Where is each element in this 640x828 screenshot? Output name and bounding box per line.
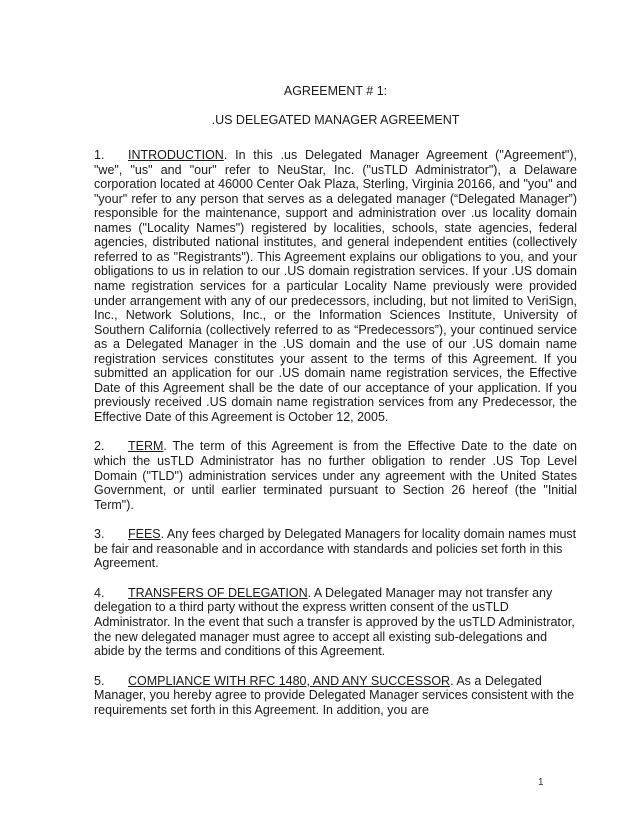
section-term	[94, 439, 577, 512]
section-number: 3.	[94, 527, 105, 542]
section-heading: TRANSFERS OF DELEGATION	[128, 585, 308, 600]
section-body-text: . The term of this Agreement is from the Effective Date to the date on which the usTLD Administrator has no further obligation to render .US Top Level Domain ("TLD") administration services under any agreement with the United States Government, or until earlier terminated pursuant to Section 26 hereof (the "Initial Term").	[94, 439, 577, 512]
section-heading: FEES	[128, 527, 161, 542]
section-body-text: . In this .us Delegated Manager Agreement ("Agreement"), "we", "us" and "our" refer to NeuStar, Inc. ("usTLD Administrator"), a Delaware corporation located at 46000 Center Oak Plaza, Sterling, Virginia 20166, and "you" and "your" refer to any person that serves as a delegated manager (“Delegated Manager”) responsible for the maintenance, support and administration over .us locality domain names ("Locality Names") registered by localities, schools, state agencies, federal agencies, distributed national institutes, and general independent entities (collectively referred to as "Registrants"). This Agreement explains our obligations to you, and your obligations to us in relation to our .US domain registration services. If your .US domain name registration services for a particular Locality Name previously were provided under arrangement with any of our predecessors, including, but not limited to VeriSign, Inc., Network Solutions, Inc., or the Information Sciences Institute, University of Southern California (collectively referred to as “Predecessors”), your continued service as a Delegated Manager in the .US domain and the use of our .US domain name registration services constitutes your assent to the terms of this Agreement. If you submitted an application for our .US domain name registration services, the Effective Date of this Agreement shall be the date of our acceptance of your application. If you previously received .US domain name registration services from any Predecessor, the Effective Date of this Agreement is October 12, 2005.	[94, 148, 577, 424]
section-heading: COMPLIANCE WITH RFC 1480, AND ANY SUCCESSOR	[128, 673, 451, 688]
page-subtitle: .US DELEGATED MANAGER AGREEMENT	[211, 112, 460, 127]
section-number: 1.	[94, 148, 105, 163]
page-number: 1	[538, 777, 544, 788]
page-title: AGREEMENT # 1:	[283, 84, 388, 98]
section-heading: INTRODUCTION	[128, 148, 224, 163]
section-transfers-of-delegation	[94, 586, 577, 659]
section-number: 4.	[94, 585, 105, 600]
section-body-text: . As a Delegated Manager, you hereby agree to provide Delegated Manager services consistent with the requirements set forth in this Agreement. In addition, you are	[94, 673, 575, 717]
section-number: 5.	[94, 673, 105, 688]
section-body-text: . Any fees charged by Delegated Managers for locality domain names must be fair and reasonable and in accordance with standards and policies set forth in this Agreement.	[94, 527, 577, 571]
section-heading: TERM	[128, 439, 164, 454]
section-body-text: . A Delegated Manager may not transfer any delegation to a third party without the express written consent of the usTLD Administrator. In the event that such a transfer is approved by the usTLD Administrator, the new delegated manager must agree to accept all existing sub-delegations and abide by the terms and conditions of this Agreement.	[94, 585, 575, 659]
section-fees	[94, 527, 577, 571]
section-introduction	[94, 148, 577, 424]
section-compliance-rfc-1480	[94, 674, 577, 718]
section-number: 2.	[94, 439, 105, 454]
